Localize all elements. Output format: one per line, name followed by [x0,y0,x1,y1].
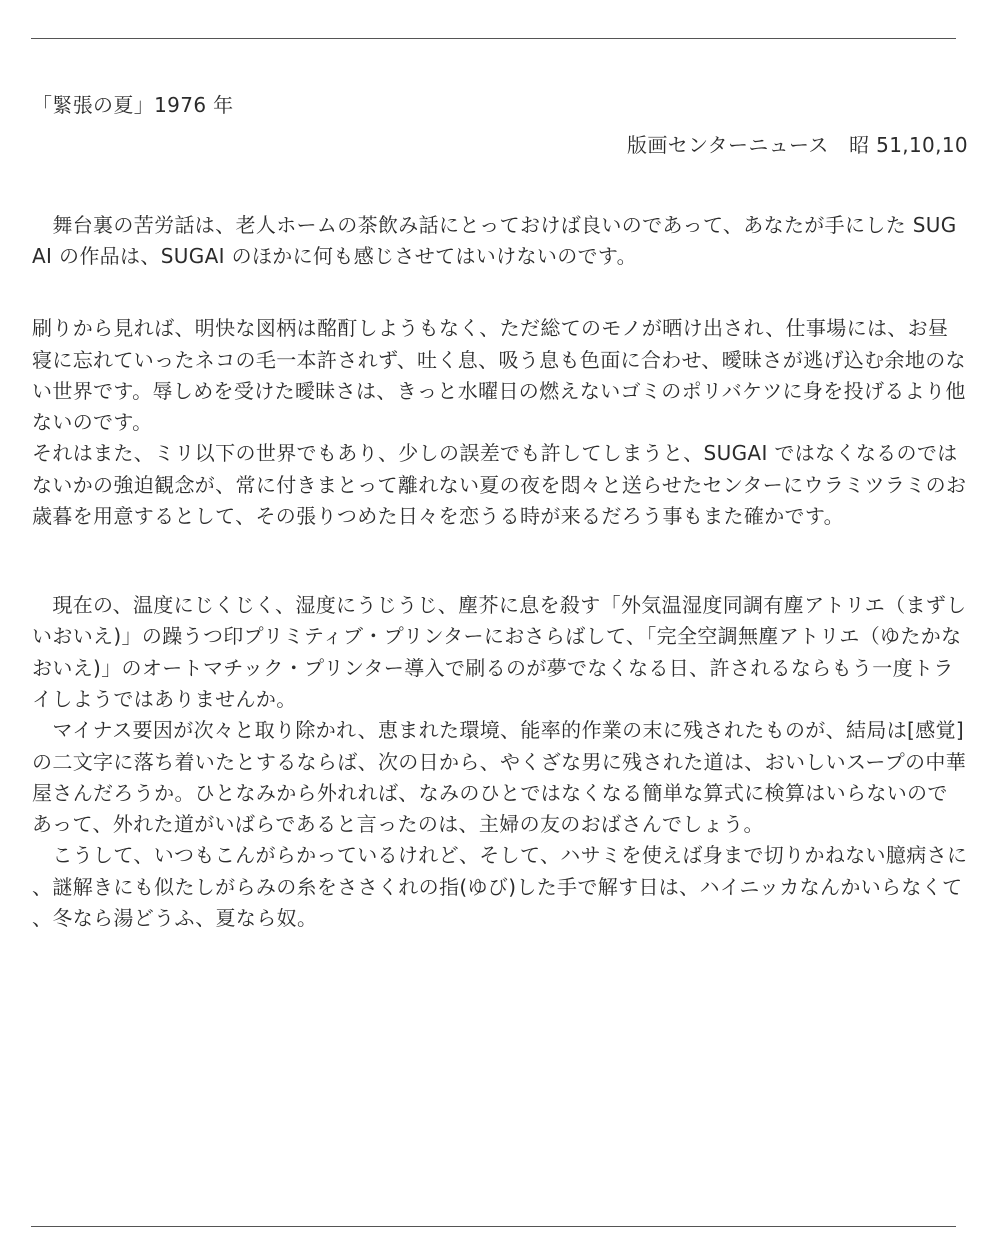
paragraph-4: 現在の、温度にじくじく、湿度にうじうじ、塵芥に息を殺す「外気温湿度同調有塵アトリエ（まずしいおいえ)」の躁うつ印プリミティブ・プリンターにおさらばして、「完全空調無塵アトリエ（ゆたかなおいえ)」のオートマチック・プリンター導入で刷るのが夢でなくなる日、許されるならもう一度トライしようではありませんか。 [32,593,967,711]
paragraph-1: 舞台裏の苦労話は、老人ホームの茶飲み話にとっておけば良いのであって、あなたが手にした SUGAI の作品は、SUGAI のほかに何も感じさせてはいけないのです。 [32,213,957,269]
top-divider [31,38,956,39]
paragraph-6: こうして、いつもこんがらかっているけれど、そして、ハサミを使えば身まで切りかねない臆病さに、謎解きにも似たしがらみの糸をささくれの指(ゆび)した手で解す日は、ハイニッカなんかいらなくて、冬なら湯どうふ、夏なら奴。 [32,843,968,931]
document-source: 版画センターニュース 昭 51,10,10 [627,133,968,157]
paragraph-2: 刷りから見れば、明快な図柄は酩酊しようもなく、ただ総てのモノが晒け出され、仕事場には、お昼寝に忘れていったネコの毛一本許されず、吐く息、吸う息も色面に合わせ、曖昧さが逃げ込む余地のない世界です。辱しめを受けた曖昧さは、きっと水曜日の燃えないゴミのポリバケツに身を投げるより他ないのです。 [32,316,966,435]
paragraph-3: それはまた、ミリ以下の世界でもあり、少しの誤差でも許してしまうと、SUGAI ではなくなるのではないかの強迫観念が、常に付きまとって離れない夏の夜を悶々と送らせたセンターにウラミツラミのお歳暮を用意するとして、その張りつめた日々を恋うる時が来るだろう事もまた確かです。 [32,441,967,529]
document-body [32,210,968,934]
paragraph-5: マイナス要因が次々と取り除かれ、恵まれた環境、能率的作業の末に残されたものが、結局は[感覚]の二文字に落ち着いたとするならば、次の日から、やくざな男に残された道は、おいしいスープの中華屋さんだろうか。ひとなみから外れれば、なみのひとではなくなる簡単な算式に検算はいらないのであって、外れた道がいばらであると言ったのは、主婦の友のおばさんでしょう。 [32,718,967,837]
bottom-divider [31,1226,956,1227]
document-title: 「緊張の夏」1976 年 [32,93,234,117]
